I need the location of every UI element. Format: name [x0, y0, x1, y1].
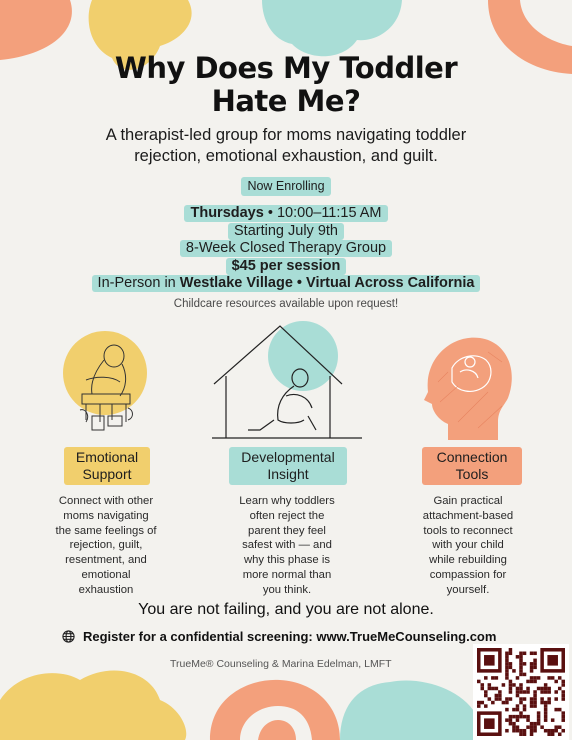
desc-line: emotional [81, 568, 131, 581]
subtitle-line-1: A therapist-led group for moms navigating toddler [105, 126, 467, 144]
desc-line: compassion for [429, 568, 507, 581]
desc-connection-tools [400, 494, 536, 598]
schedule-block [0, 205, 572, 293]
globe-icon [62, 630, 75, 643]
desc-line: why this phase is [243, 554, 331, 567]
desc-line: the same feelings of [55, 524, 157, 537]
title-line-2: Hate Me? [211, 84, 361, 118]
tagline: You are not failing, and you are not alone. [138, 601, 434, 618]
decor-bottom-right [340, 674, 480, 740]
desc-line: often reject the [249, 509, 325, 522]
label-line: Connection [436, 449, 508, 465]
toddler-hug-illustration [56, 330, 156, 440]
desc-line: Learn why toddlers [239, 495, 335, 507]
schedule-sep: • [263, 205, 277, 221]
register-text[interactable]: Register for a confidential screening: www.TrueMeCounseling.com [83, 629, 497, 644]
label-emotional-support [64, 447, 150, 485]
desc-line: yourself. [446, 583, 490, 596]
label-line: Emotional [75, 449, 139, 465]
label-developmental-insight [229, 447, 347, 485]
decor-bottom-left [0, 660, 210, 740]
label-line: Tools [455, 466, 489, 482]
location-virtual: Virtual Across California [306, 275, 475, 291]
child-house-illustration [212, 320, 367, 445]
desc-emotional-support [38, 494, 174, 598]
title-line-1: Why Does My Toddler [114, 51, 458, 85]
desc-line: moms navigating [63, 509, 149, 522]
desc-line: parent they feel [248, 524, 326, 537]
desc-line: you think. [262, 583, 312, 596]
decor-bottom-center [200, 676, 350, 740]
enrolling-label: Now Enrolling [241, 177, 330, 196]
desc-line: more normal than [242, 568, 332, 581]
schedule-time: 10:00–11:15 AM [276, 205, 382, 221]
label-line: Insight [267, 466, 309, 482]
desc-line: safest with — and [242, 539, 332, 552]
schedule-day: Thursdays [190, 205, 264, 221]
subtitle-line-2: rejection, emotional exhaustion, and guilt. [134, 147, 438, 165]
footer-credit: TrueMe® Counseling & Marina Edelman, LMFT [170, 658, 392, 670]
desc-line: rejection, guilt, [69, 539, 143, 552]
subtitle [0, 125, 572, 167]
enrolling-badge [0, 177, 572, 196]
label-line: Developmental [241, 449, 335, 465]
desc-line: tools to reconnect [423, 524, 513, 537]
desc-developmental-insight [219, 494, 355, 598]
label-connection-tools [422, 447, 522, 485]
childcare-note: Childcare resources available upon request! [173, 298, 399, 310]
desc-line: attachment-based [422, 509, 514, 522]
schedule-price: $45 per session [231, 257, 341, 274]
label-line: Support [82, 466, 132, 482]
desc-line: exhaustion [78, 583, 134, 596]
qr-code[interactable] [473, 644, 569, 740]
desc-line: while rebuilding [429, 554, 507, 567]
location-city: Westlake Village [179, 275, 293, 291]
register-line [62, 629, 496, 644]
desc-line: resentment, and [65, 554, 147, 567]
desc-line: Gain practical [433, 495, 503, 507]
location-sep: • [292, 275, 307, 291]
schedule-price-pill [226, 258, 347, 275]
location-prefix: In-Person in [97, 275, 180, 291]
desc-line: Connect with other [58, 495, 154, 507]
desc-line: with your child [432, 539, 504, 552]
schedule-location [92, 275, 481, 292]
schedule-day-time [184, 205, 387, 222]
schedule-format: 8-Week Closed Therapy Group [180, 240, 392, 257]
schedule-start: Starting July 9th [228, 223, 344, 240]
head-curled-figure-illustration [418, 332, 518, 442]
page-title [0, 52, 572, 118]
